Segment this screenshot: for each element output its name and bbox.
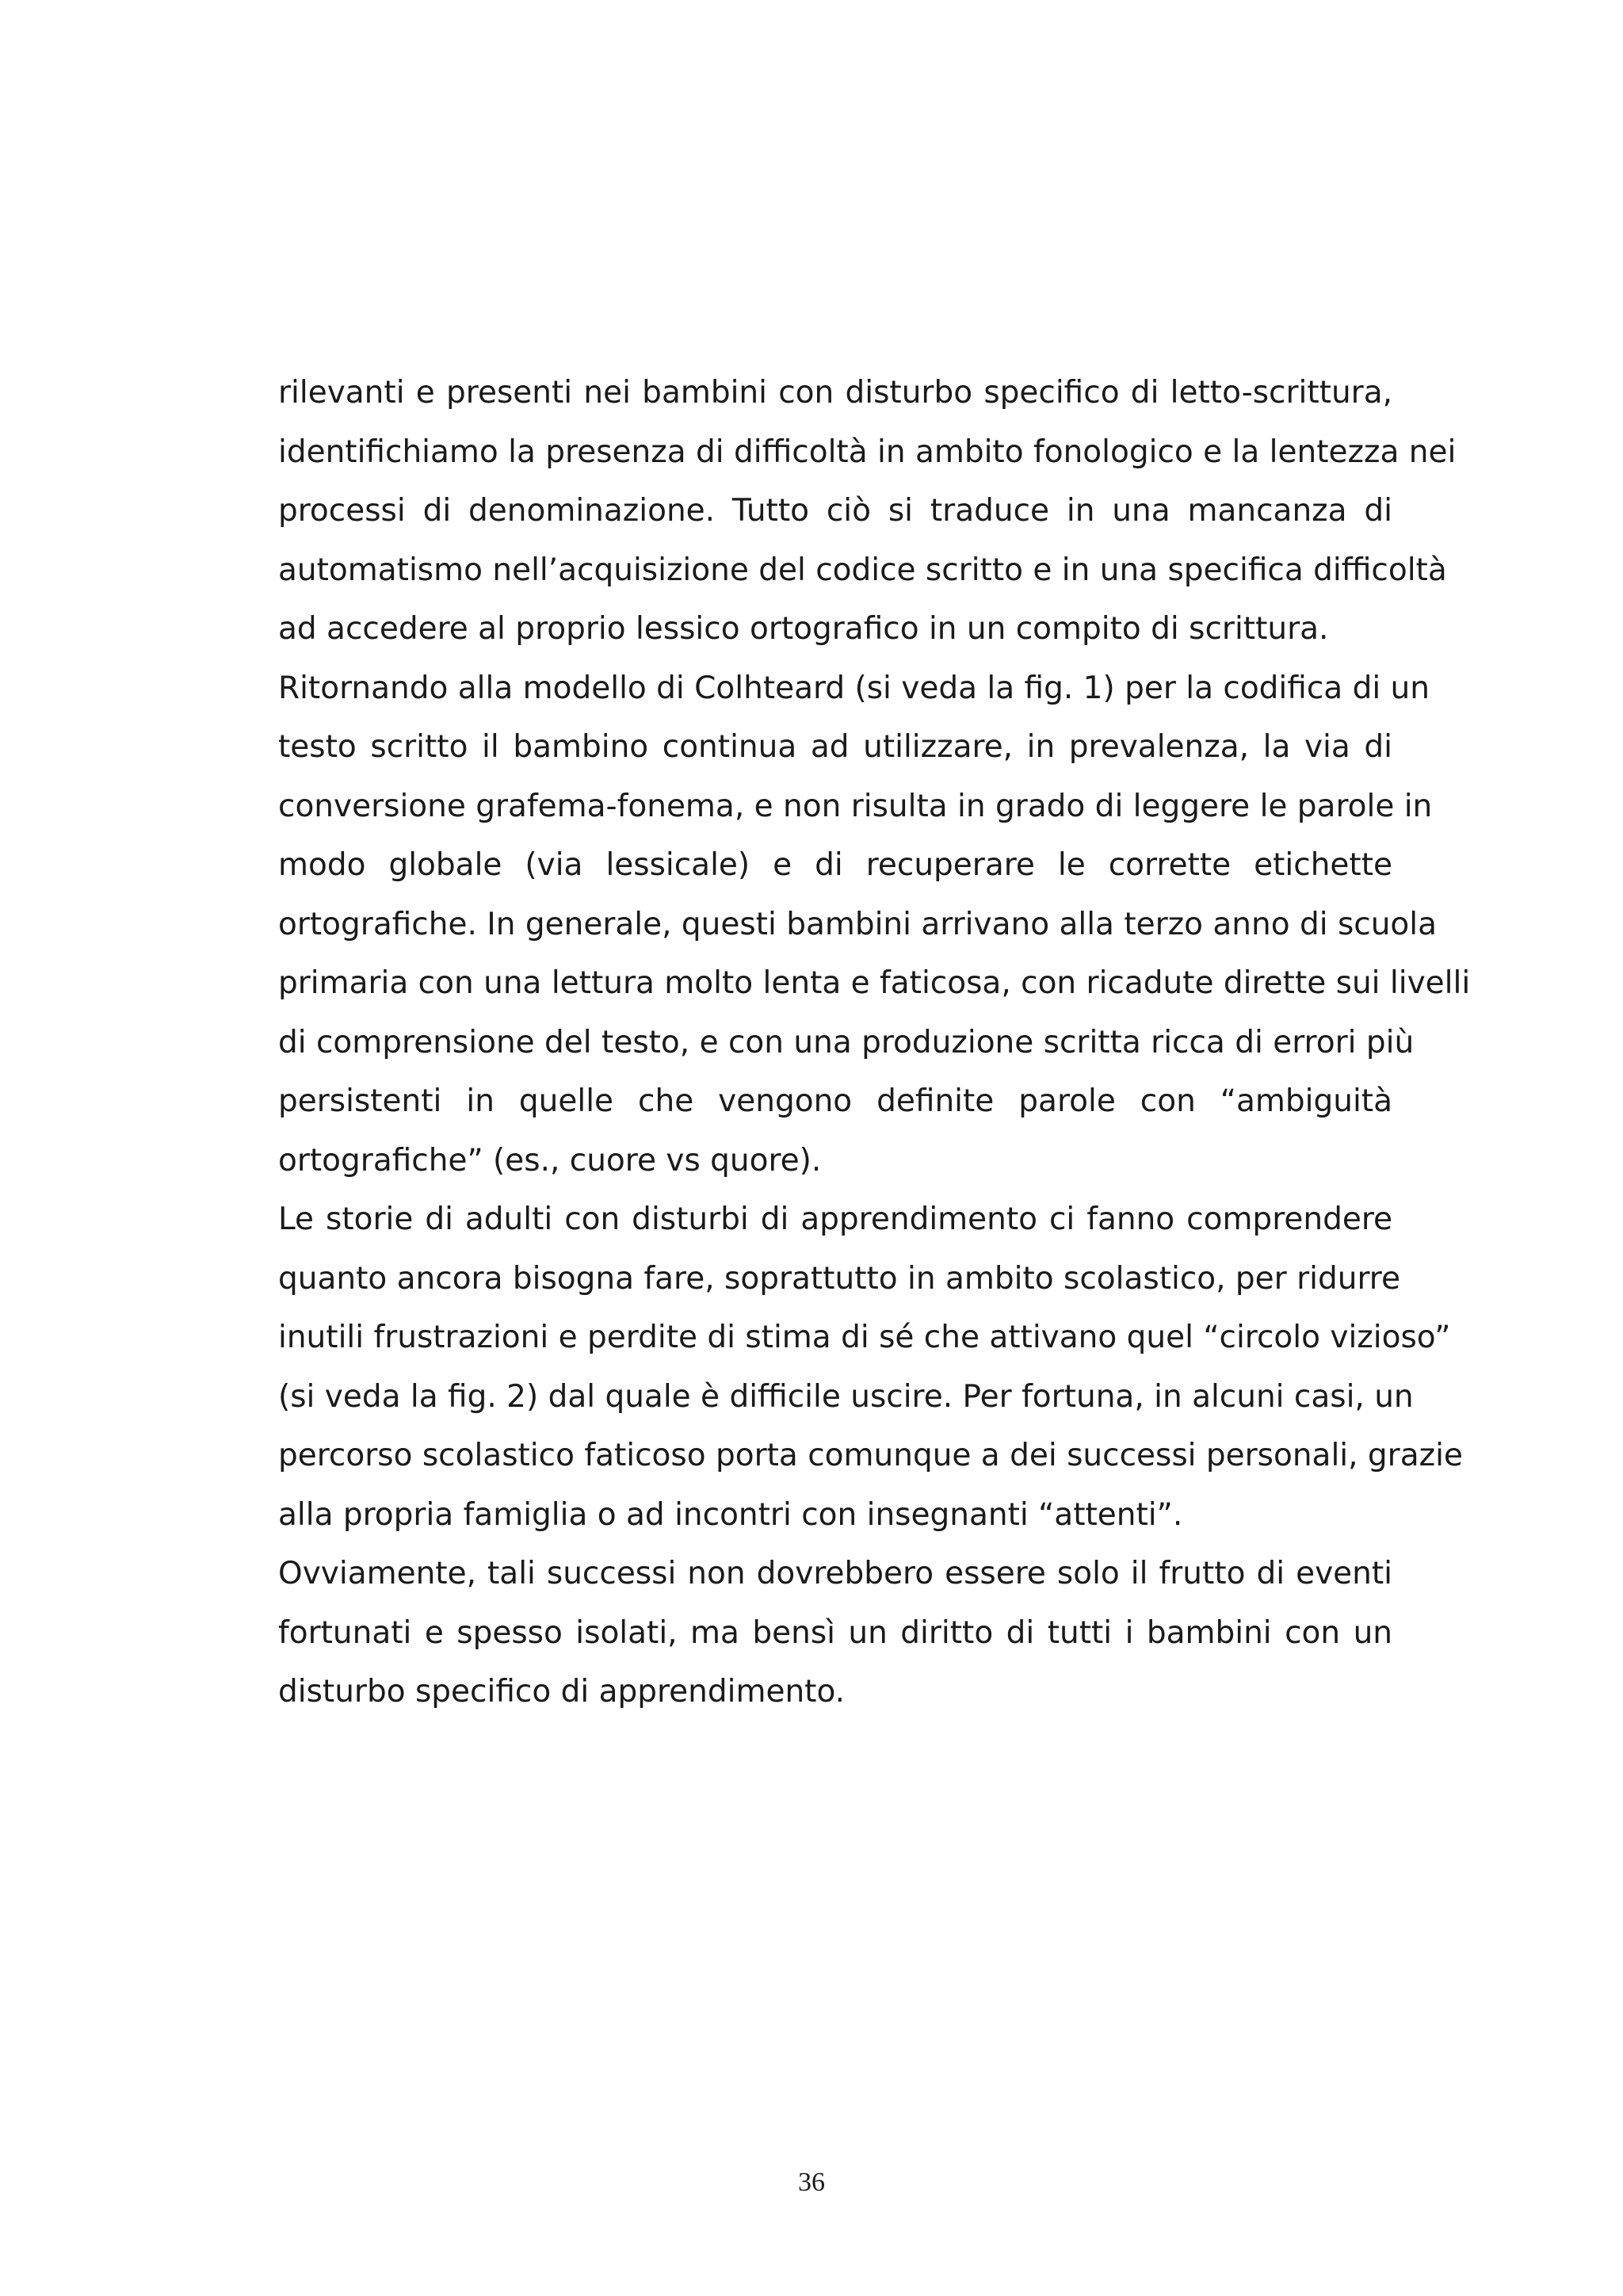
text-line: (si veda la fig. 2) dal quale è difficile uscire. Per fortuna, in alcuni casi, un <box>278 1378 1414 1415</box>
text-line: Ovviamente, tali successi non dovrebbero essere solo il frutto di eventi <box>278 1556 1392 1591</box>
text-line: disturbo specifico di apprendimento. <box>278 1674 846 1710</box>
body-text <box>278 368 1471 1726</box>
text-line: persistenti in quelle che vengono definite parole con “ambiguità <box>278 1083 1392 1119</box>
text-line: identifichiamo la presenza di difficoltà in ambito fonologico e la lentezza nei <box>278 434 1457 470</box>
text-line: inutili frustrazioni e perdite di stima di sé che attivano quel “circolo vizioso” <box>278 1320 1451 1355</box>
text-line: processi di denominazione. Tutto ciò si traduce in una mancanza di <box>278 493 1392 529</box>
text-line: Le storie di adulti con disturbi di apprendimento ci fanno comprendere <box>278 1201 1392 1237</box>
text-line: modo globale (via lessicale) e di recuperare le corrette etichette <box>278 847 1392 883</box>
text-line: ortografiche” (es., cuore vs quore). <box>278 1142 822 1179</box>
text-line: ad accedere al proprio lessico ortografico in un compito di scrittura. <box>278 611 1329 647</box>
text-line: testo scritto il bambino continua ad utilizzare, in prevalenza, la via di <box>278 729 1392 765</box>
text-line: rilevanti e presenti nei bambini con disturbo specifico di letto-scrittura, <box>278 375 1392 411</box>
text-line: conversione grafema-fonema, e non risulta in grado di leggere le parole in <box>278 788 1433 824</box>
text-line: ortografiche. In generale, questi bambini arrivano alla terzo anno di scuola <box>278 906 1438 942</box>
text-line: percorso scolastico faticoso porta comunque a dei successi personali, grazie <box>278 1438 1463 1473</box>
text-line: Ritornando alla modello di Colhteard (si veda la fig. 1) per la codifica di un <box>278 670 1430 706</box>
text-line: di comprensione del testo, e con una produzione scritta ricca di errori più <box>278 1024 1415 1060</box>
text-line: automatismo nell’acquisizione del codice scritto e in una specifica difficoltà <box>278 552 1447 588</box>
text-line: alla propria famiglia o ad incontri con insegnanti “attenti”. <box>278 1496 1183 1533</box>
page-number: 36 <box>798 2168 825 2197</box>
text-line: primaria con una lettura molto lenta e faticosa, con ricadute dirette sui livelli <box>278 965 1471 1001</box>
text-line: fortunati e spesso isolati, ma bensì un diritto di tutti i bambini con un <box>278 1614 1392 1651</box>
text-line: quanto ancora bisogna fare, soprattutto in ambito scolastico, per ridurre <box>278 1260 1400 1297</box>
